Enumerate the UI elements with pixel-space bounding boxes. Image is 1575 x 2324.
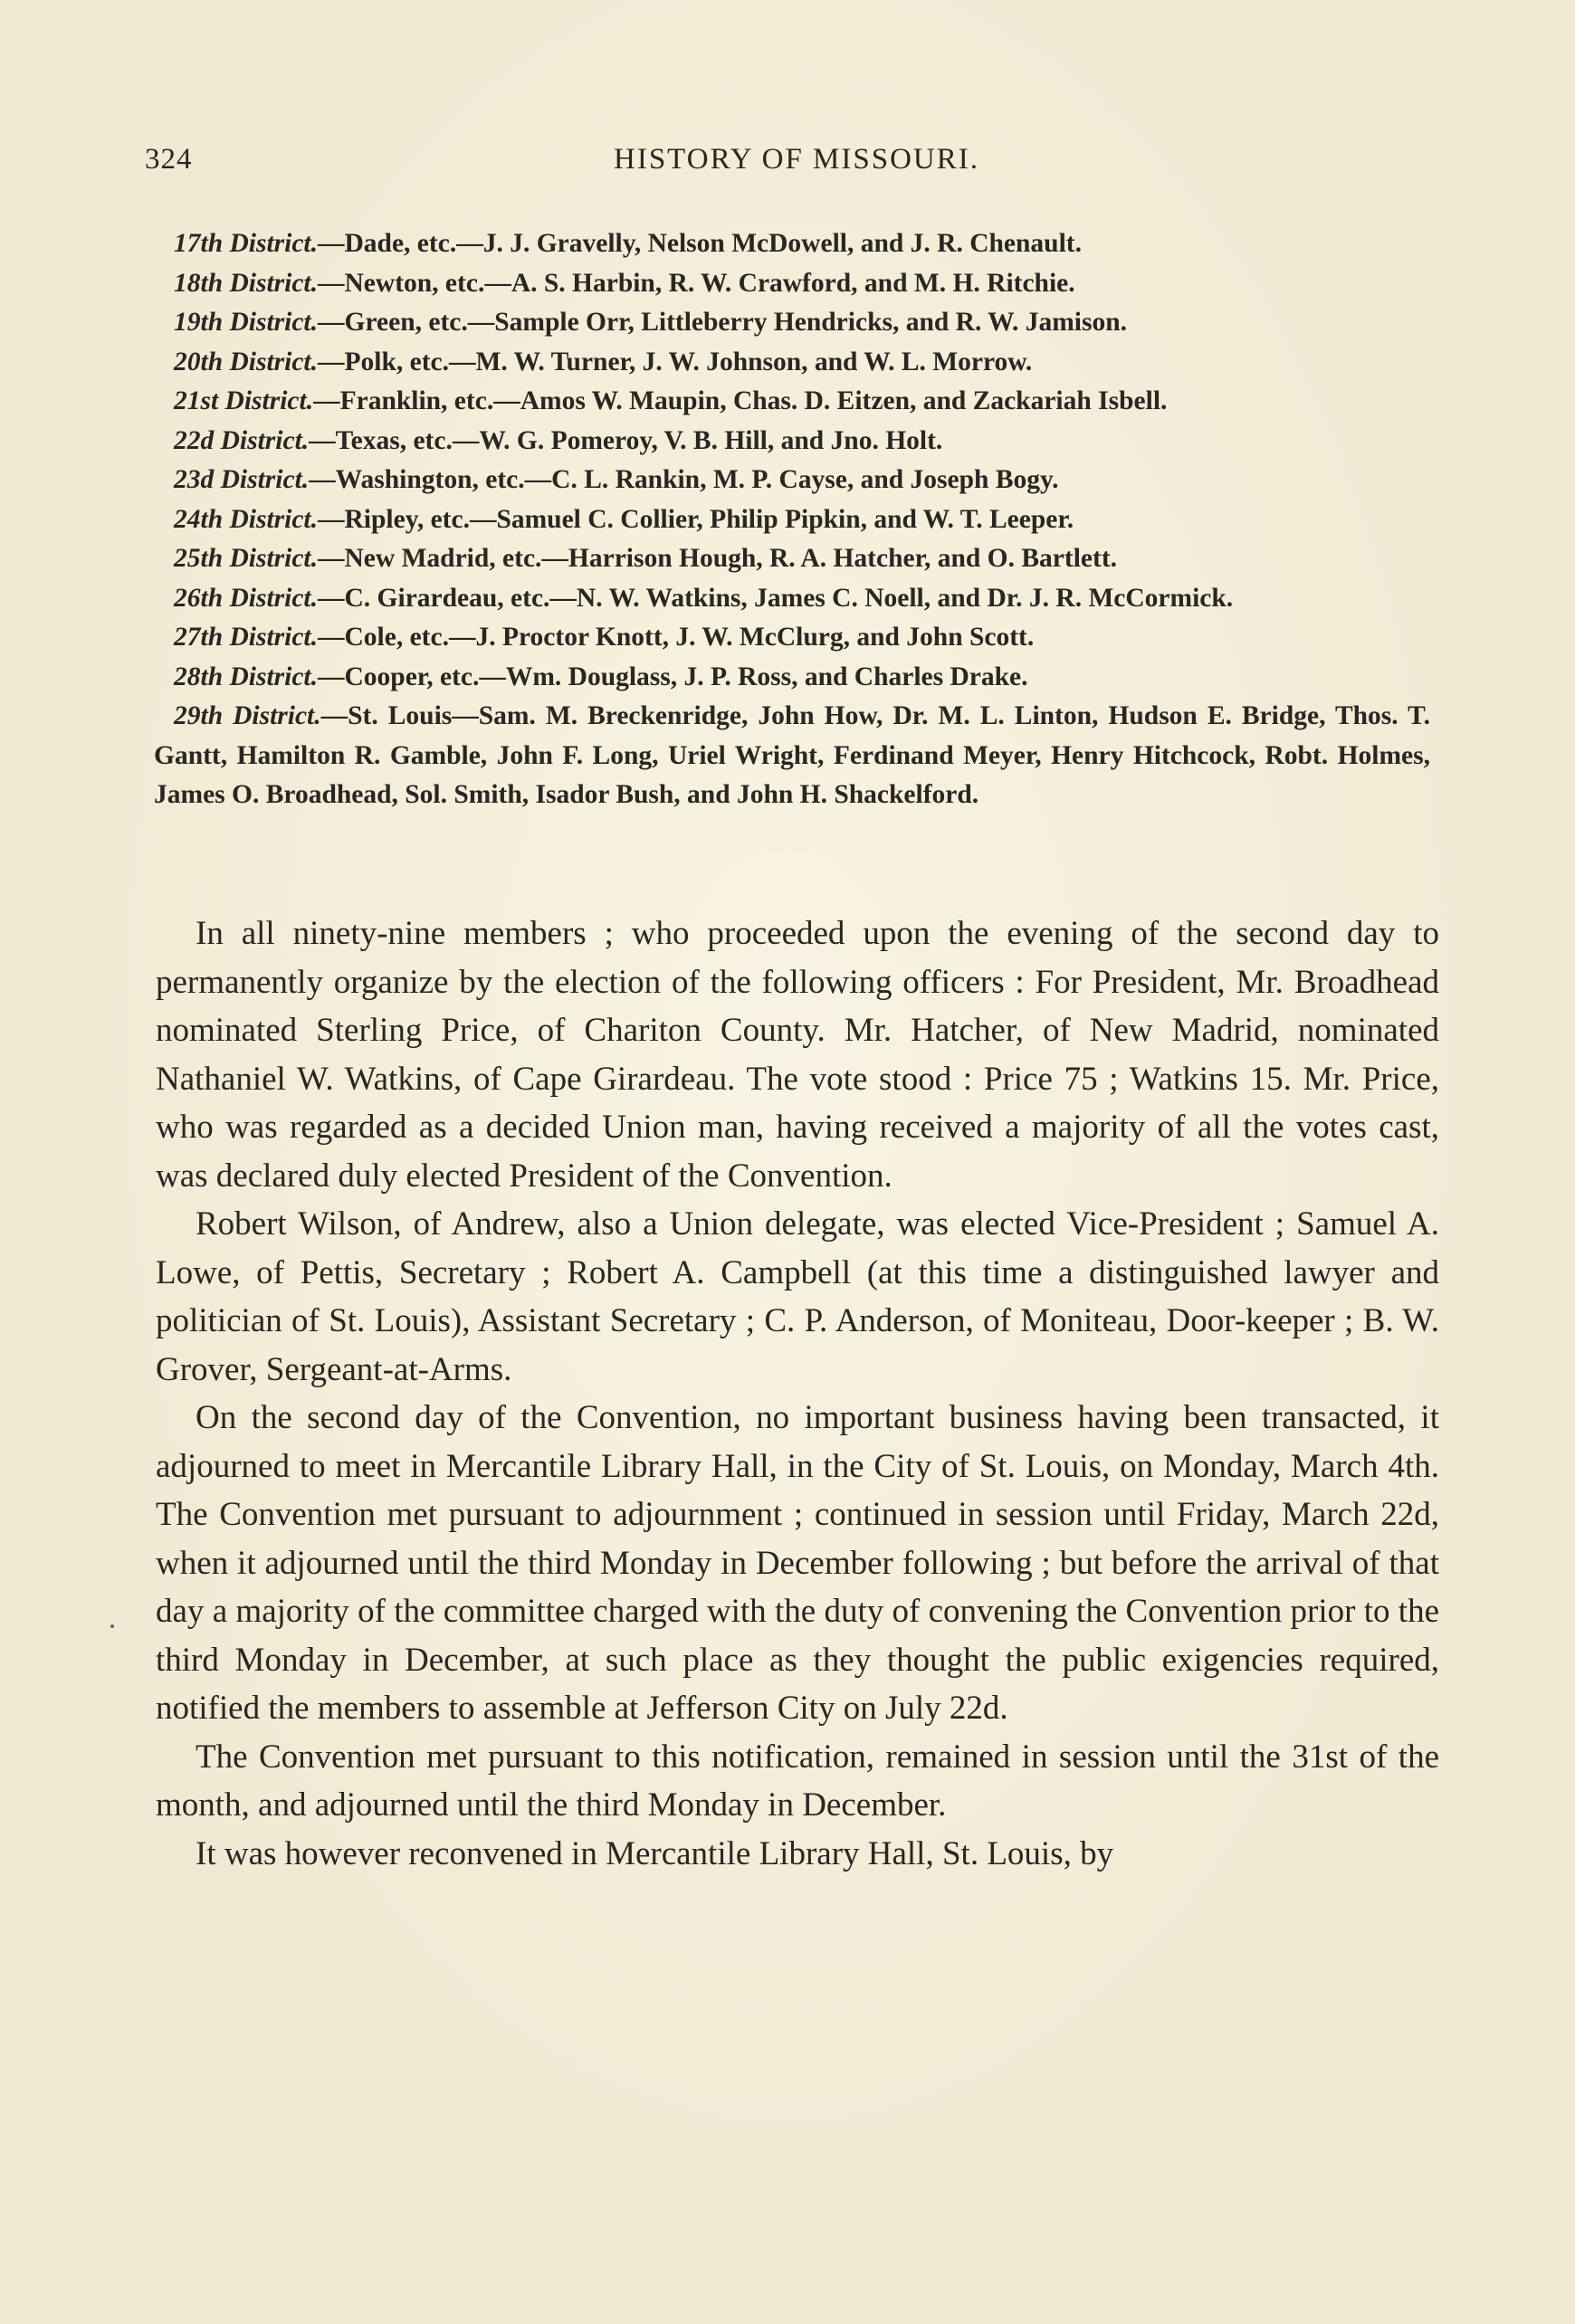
district-delegates: —Franklin, etc.—Amos W. Maupin, Chas. D. Eitzen, and Zackariah Isbell.	[313, 386, 1168, 415]
district-entry	[154, 264, 1430, 304]
paragraph: Robert Wilson, of Andrew, also a Union delegate, was elected Vice-President ; Samuel A. Lowe, of Pettis, Secretary ; Robert A. Campbell (at this time a distinguished lawyer and politician of St. Louis), Assistant Secretary ; C. P. Anderson, of Moniteau, Door-keeper ; B. W. Grover, Sergeant-at-Arms.	[156, 1205, 1439, 1388]
district-label: 29th District.	[174, 701, 321, 730]
district-entry	[154, 539, 1430, 579]
district-label: 24th District.	[174, 504, 318, 534]
district-label: 22d District.	[174, 425, 310, 455]
district-label: 25th District.	[174, 544, 318, 573]
district-entry	[154, 303, 1430, 343]
district-delegates: —Newton, etc.—A. S. Harbin, R. W. Crawford, and M. H. Ritchie.	[318, 268, 1075, 298]
district-label: 17th District.	[174, 229, 318, 258]
district-delegates: —Texas, etc.—W. G. Pomeroy, V. B. Hill, and Jno. Holt.	[309, 425, 943, 455]
district-delegates: —Green, etc.—Sample Orr, Littleberry Hendricks, and R. W. Jamison.	[318, 308, 1127, 337]
district-label: 28th District.	[174, 662, 318, 691]
running-head	[145, 143, 1448, 188]
page-title: HISTORY OF MISSOURI.	[614, 143, 979, 176]
district-delegates: —Ripley, etc.—Samuel C. Collier, Philip Pipkin, and W. T. Leeper.	[318, 504, 1074, 534]
paragraph: It was however reconvened in Mercantile Library Hall, St. Louis, by	[196, 1834, 1114, 1872]
district-list	[154, 224, 1430, 815]
district-label: 23d District.	[174, 465, 310, 494]
paragraph: The Convention met pursuant to this notification, remained in session until the 31st of the month, and adjourned until the third Monday in December.	[156, 1738, 1439, 1824]
district-label: 27th District.	[174, 623, 318, 652]
district-entry	[154, 224, 1430, 264]
district-delegates: —Cooper, etc.—Wm. Douglass, J. P. Ross, and Charles Drake.	[318, 662, 1028, 691]
district-label: 20th District.	[174, 347, 318, 376]
page-number: 324	[145, 143, 193, 176]
district-entry	[154, 697, 1430, 815]
district-entry	[154, 343, 1430, 383]
district-entry	[154, 422, 1430, 462]
district-delegates: —Dade, etc.—J. J. Gravelly, Nelson McDowell, and J. R. Chenault.	[318, 229, 1082, 258]
district-delegates: —Washington, etc.—C. L. Rankin, M. P. Cayse, and Joseph Bogy.	[309, 465, 1059, 494]
district-entry	[154, 461, 1430, 500]
district-label: 26th District.	[174, 583, 318, 613]
district-label: 18th District.	[174, 268, 318, 298]
district-entry	[154, 658, 1430, 698]
margin-speck	[110, 1624, 114, 1628]
district-delegates: —New Madrid, etc.—Harrison Hough, R. A. Hatcher, and O. Bartlett.	[318, 544, 1118, 573]
district-delegates: —St. Louis—Sam. M. Breckenridge, John How, Dr. M. L. Linton, Hudson E. Bridge, Thos. T. Gantt, Hamilton R. Gamble, John F. Long, Uriel Wright, Ferdinand Meyer, Henry Hitchcock, Robt. Holmes, James O. Broadhead, Sol. Smith, Isador Bush, and John H. Shackelford.	[154, 701, 1431, 809]
district-delegates: —Polk, etc.—M. W. Turner, J. W. Johnson, and W. L. Morrow.	[318, 347, 1033, 376]
district-label: 19th District.	[174, 308, 318, 337]
district-entry	[154, 618, 1430, 658]
district-entry	[154, 500, 1430, 540]
paragraph: In all ninety-nine members ; who proceeded upon the evening of the second day to permanently organize by the election of the following officers : For President, Mr. Broadhead nominated Sterling Price, of Chariton County. Mr. Hatcher, of New Madrid, nominated Nathaniel W. Watkins, of Cape Girardeau. The vote stood : Price 75 ; Watkins 15. Mr. Price, who was regarded as a decided Union man, having received a majority of all the votes cast, was declared duly elected President of the Convention.	[156, 915, 1439, 1195]
district-delegates: —Cole, etc.—J. Proctor Knott, J. W. McClurg, and John Scott.	[318, 623, 1035, 652]
district-delegates: —C. Girardeau, etc.—N. W. Watkins, James C. Noell, and Dr. J. R. McCormick.	[318, 583, 1234, 613]
district-entry	[154, 382, 1430, 422]
body-text	[156, 910, 1439, 1878]
district-entry	[154, 579, 1430, 619]
paragraph: On the second day of the Convention, no important business having been transacted, it adjourned to meet in Mercantile Library Hall, in the City of St. Louis, on Monday, March 4th. The Convention met pursuant to adjournment ; continued in session until Friday, March 22d, when it adjourned until the third Monday in December following ; but before the arrival of that day a majority of the committee charged with the duty of convening the Convention prior to the third Monday in December, at such place as they thought the public exigencies required, notified the members to assemble at Jefferson City on July 22d.	[156, 1399, 1439, 1727]
district-label: 21st District.	[174, 386, 314, 415]
